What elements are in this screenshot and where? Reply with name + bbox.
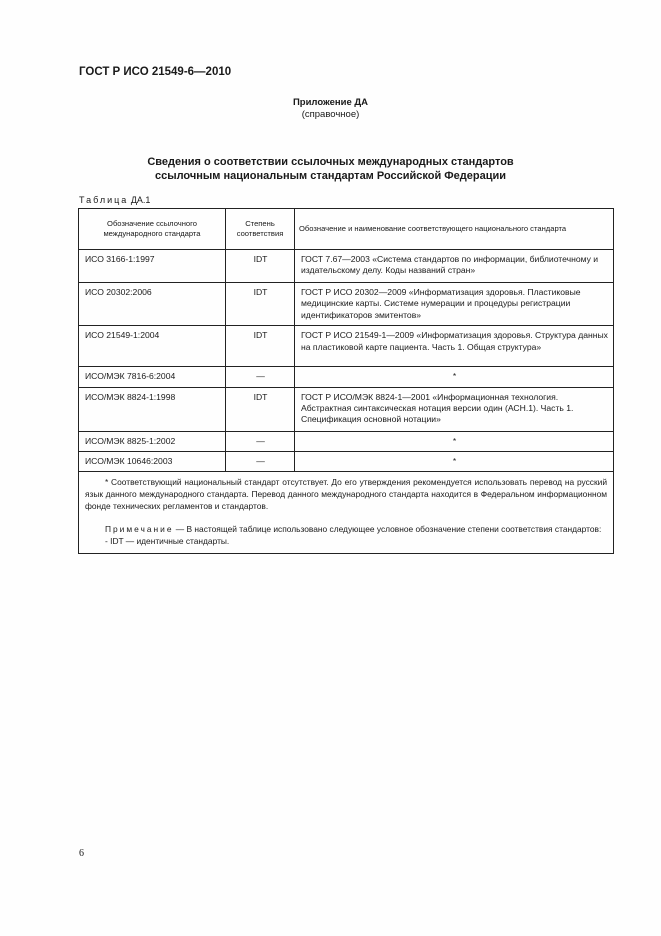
document-header: ГОСТ Р ИСО 21549-6—2010: [79, 66, 232, 78]
cell-degree: —: [226, 367, 295, 387]
cell-intl: ИСО/МЭК 10646:2003: [79, 452, 226, 472]
cell-degree: IDT: [226, 387, 295, 431]
cell-intl: ИСО/МЭК 7816-6:2004: [79, 367, 226, 387]
cell-national: ГОСТ Р ИСО 21549-1—2009 «Информатизация здоровья. Структура данных на пластиковой карте пациента. Часть 1. Общая структура»: [295, 326, 614, 367]
table-header-row: [79, 209, 614, 250]
cell-national: ГОСТ Р ИСО 20302—2009 «Информатизация здоровья. Пластиковые медицинские карты. Системе нумерации и процедуры регистрации идентификаторов эмитентов»: [295, 283, 614, 326]
table-row: [79, 250, 614, 283]
table-row: [79, 326, 614, 367]
cell-national: *: [295, 452, 614, 472]
cell-degree: —: [226, 452, 295, 472]
cell-national: ГОСТ 7.67—2003 «Система стандартов по информации, библиотечному и издательскому делу. Коды названий стран»: [295, 250, 614, 283]
page-number: 6: [79, 848, 84, 859]
column-header-degree: Степень соответствия: [226, 209, 295, 250]
note-label: Примечание: [105, 524, 174, 535]
cell-national: ГОСТ Р ИСО/МЭК 8824-1—2001 «Информационная технология. Абстрактная синтаксическая нотация версии один (АСН.1). Часть 1. Спецификация основной нотации»: [295, 387, 614, 431]
table-row: [79, 283, 614, 326]
table-notes-row: [79, 472, 614, 554]
cell-degree: IDT: [226, 326, 295, 367]
table-caption: [79, 195, 150, 205]
table-note: [85, 524, 607, 536]
annex-subtitle: (справочное): [301, 109, 360, 120]
cell-intl: ИСО 20302:2006: [79, 283, 226, 326]
cell-national: *: [295, 431, 614, 451]
section-title-line2: ссылочным национальным стандартам Российской Федерации: [154, 170, 507, 182]
cell-degree: IDT: [226, 250, 295, 283]
table-notes: [79, 472, 614, 554]
annex-title: [0, 97, 661, 121]
section-title-line1: Сведения о соответствии ссылочных международных стандартов: [147, 156, 514, 168]
table-row: [79, 387, 614, 431]
cell-intl: ИСО/МЭК 8825-1:2002: [79, 431, 226, 451]
table-row: [79, 452, 614, 472]
cell-national: *: [295, 367, 614, 387]
note-text: — В настоящей таблице использовано следующее условное обозначение степени соответствия стандартов:: [173, 524, 602, 535]
note-item: - IDT — идентичные стандарты.: [105, 535, 230, 546]
cell-intl: ИСО 3166-1:1997: [79, 250, 226, 283]
section-title: [0, 155, 661, 183]
column-header-national: Обозначение и наименование соответствующего национального стандарта: [295, 209, 614, 250]
table-caption-number: ДА.1: [130, 195, 151, 205]
cell-intl: ИСО/МЭК 8824-1:1998: [79, 387, 226, 431]
table-caption-prefix: Таблица: [79, 195, 129, 205]
column-header-intl: Обозначение ссылочного международного стандарта: [79, 209, 226, 250]
annex-heading: Приложение ДА: [292, 97, 369, 108]
table-row: [79, 431, 614, 451]
correspondence-table: [78, 208, 614, 554]
cell-degree: IDT: [226, 283, 295, 326]
table-row: [79, 367, 614, 387]
cell-intl: ИСО 21549-1:2004: [79, 326, 226, 367]
table-footnote: * Соответствующий национальный стандарт отсутствует. До его утверждения рекомендуется использовать перевод на русский язык данного международного стандарта. Перевод данного международного стандарта находится в Федеральном информационном фонде технических регламентов и стандартов.: [85, 477, 607, 511]
cell-degree: —: [226, 431, 295, 451]
